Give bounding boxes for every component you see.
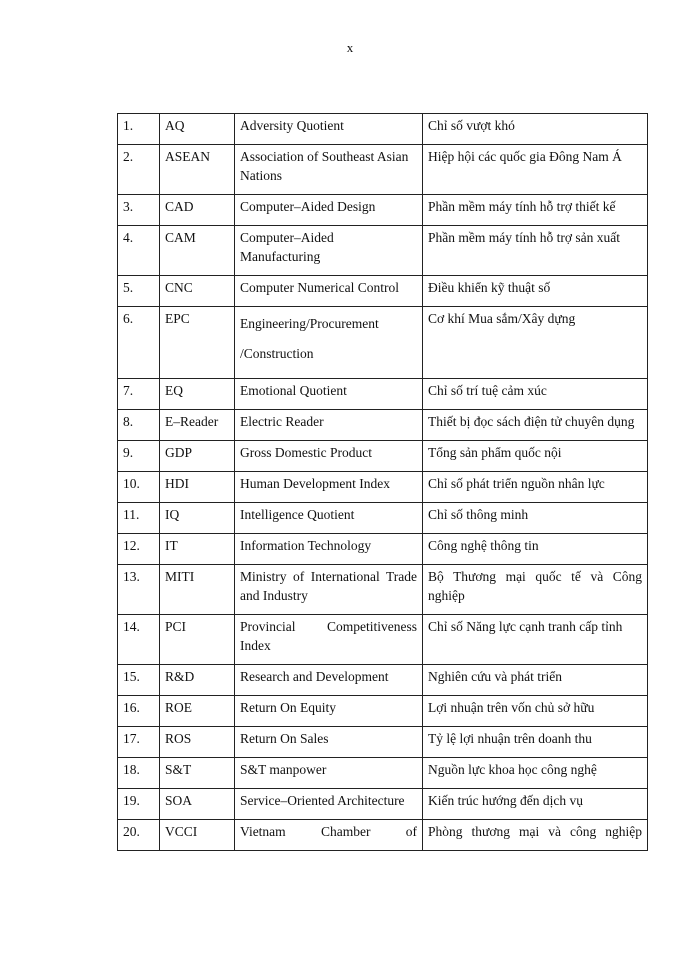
abbreviation: CAM [160,226,235,276]
table-row [118,727,648,758]
abbreviation: EPC [160,307,235,379]
vietnamese-term: Điều khiển kỹ thuật số [423,276,648,307]
row-number: 14. [118,615,160,665]
abbreviation: ROE [160,696,235,727]
vietnamese-term: Phần mềm máy tính hỗ trợ thiết kế [423,195,648,226]
vietnamese-term: Chỉ số vượt khó [423,114,648,145]
row-number: 4. [118,226,160,276]
english-term: Emotional Quotient [235,379,423,410]
abbreviation: IQ [160,503,235,534]
vietnamese-term: Nghiên cứu và phát triển [423,665,648,696]
row-number: 9. [118,441,160,472]
abbreviation: R&D [160,665,235,696]
table-row [118,472,648,503]
table-row [118,195,648,226]
abbreviation-table [117,113,648,851]
row-number: 16. [118,696,160,727]
english-term: Gross Domestic Product [235,441,423,472]
abbreviation: ASEAN [160,145,235,195]
table-row [118,276,648,307]
abbreviation: IT [160,534,235,565]
vietnamese-term: Nguồn lực khoa học công nghệ [423,758,648,789]
vietnamese-term: Thiết bị đọc sách điện tử chuyên dụng [423,410,648,441]
row-number: 1. [118,114,160,145]
table-row [118,820,648,851]
row-number: 8. [118,410,160,441]
table-row [118,114,648,145]
table-row [118,534,648,565]
english-term: Return On Sales [235,727,423,758]
english-term: Adversity Quotient [235,114,423,145]
table-row [118,145,648,195]
vietnamese-term: Công nghệ thông tin [423,534,648,565]
table-row [118,441,648,472]
abbreviation: ROS [160,727,235,758]
english-term: Human Development Index [235,472,423,503]
abbreviation: GDP [160,441,235,472]
table-row [118,758,648,789]
english-term: Service–Oriented Architecture [235,789,423,820]
english-term: S&T manpower [235,758,423,789]
row-number: 6. [118,307,160,379]
english-term: Engineering/Procurement /Construction [235,307,423,379]
table-row [118,410,648,441]
english-term: Computer–Aided Design [235,195,423,226]
page-number: x [346,40,354,55]
row-number: 20. [118,820,160,851]
vietnamese-term: Bộ Thương mại quốc tế và Công nghiệp [423,565,648,615]
row-number: 10. [118,472,160,503]
vietnamese-term: Tỷ lệ lợi nhuận trên doanh thu [423,727,648,758]
table-row [118,789,648,820]
row-number: 7. [118,379,160,410]
abbreviation: S&T [160,758,235,789]
vietnamese-term: Kiến trúc hướng đến dịch vụ [423,789,648,820]
english-term: Research and Development [235,665,423,696]
vietnamese-term: Phòng thương mại và công nghiệp [423,820,648,851]
english-term: Return On Equity [235,696,423,727]
row-number: 15. [118,665,160,696]
abbreviation: VCCI [160,820,235,851]
table-row [118,226,648,276]
table-row [118,565,648,615]
vietnamese-term: Chỉ số trí tuệ cảm xúc [423,379,648,410]
abbreviation: HDI [160,472,235,503]
row-number: 18. [118,758,160,789]
row-number: 12. [118,534,160,565]
row-number: 11. [118,503,160,534]
vietnamese-term: Phần mềm máy tính hỗ trợ sản xuất [423,226,648,276]
vietnamese-term: Hiệp hội các quốc gia Đông Nam Á [423,145,648,195]
english-term: Vietnam Chamber of [235,820,423,851]
vietnamese-term: Lợi nhuận trên vốn chủ sở hữu [423,696,648,727]
english-term: Computer Numerical Control [235,276,423,307]
english-term: Intelligence Quotient [235,503,423,534]
abbreviation: EQ [160,379,235,410]
table-row [118,696,648,727]
abbreviation: MITI [160,565,235,615]
abbreviation: SOA [160,789,235,820]
english-term: Electric Reader [235,410,423,441]
english-term: Provincial Competitiveness Index [235,615,423,665]
row-number: 5. [118,276,160,307]
row-number: 19. [118,789,160,820]
vietnamese-term: Chỉ số thông minh [423,503,648,534]
row-number: 17. [118,727,160,758]
english-term: Ministry of International Trade and Industry [235,565,423,615]
english-term: Association of Southeast Asian Nations [235,145,423,195]
table-row [118,307,648,379]
abbreviation: CNC [160,276,235,307]
vietnamese-term: Chỉ số phát triển nguồn nhân lực [423,472,648,503]
row-number: 3. [118,195,160,226]
vietnamese-term: Cơ khí Mua sắm/Xây dựng [423,307,648,379]
abbreviation: CAD [160,195,235,226]
vietnamese-term: Chỉ số Năng lực cạnh tranh cấp tỉnh [423,615,648,665]
abbreviation: PCI [160,615,235,665]
table-row [118,665,648,696]
row-number: 13. [118,565,160,615]
table-row [118,503,648,534]
english-term: Computer–Aided Manufacturing [235,226,423,276]
english-term: Information Technology [235,534,423,565]
table-row [118,615,648,665]
vietnamese-term: Tổng sản phẩm quốc nội [423,441,648,472]
abbreviation: E–Reader [160,410,235,441]
table-row [118,379,648,410]
abbreviation: AQ [160,114,235,145]
row-number: 2. [118,145,160,195]
